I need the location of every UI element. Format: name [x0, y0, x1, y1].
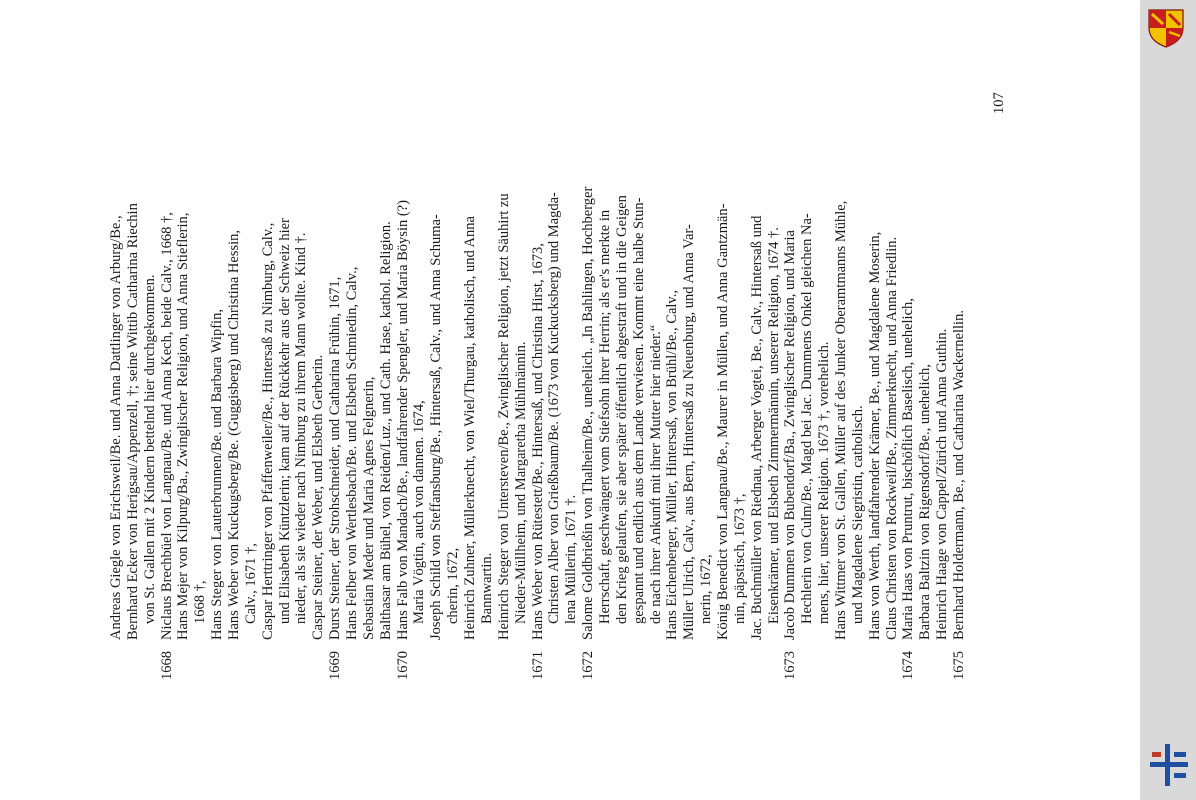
entry-text: Andreas Giegle von Erichsweil/Be. und Anna Dattlinger von Arburg/Be., — [108, 215, 124, 640]
entry-text: Hans Weber von Kuckugsberg/Be. (Guggisberg) und Christina Hessin, — [226, 229, 243, 640]
entry-text: Hans Steger von Lauterbrunnen/Be. und Barbara Wipfin, — [209, 309, 226, 640]
entry-text: Eisenkrämer, und Elsbeth Zimmermännin, unserer Religion, 1674 †. — [765, 227, 782, 624]
entry-text: lena Müllerin, 1671 †. — [563, 494, 580, 624]
entry-text: Herrschaft, geschwängert vom Stiefsohn ihrer Herrin; als er's merkte in — [596, 209, 613, 624]
entry-text: Calv., 1671 †, — [242, 543, 259, 624]
entry-text: Heinrich Haage von Cappel/Zürich und Anna Guthin. — [934, 328, 951, 640]
entry-text: Sebastian Meder und Maria Agnes Felgnerin, — [360, 376, 377, 640]
entry-text: und Magdalene Siegristin, catholisch. — [849, 405, 866, 624]
entry-year: 1672 — [580, 651, 597, 680]
page-number: 107 — [991, 92, 1007, 114]
entry-text: nerin, 1672, — [698, 554, 715, 624]
entry-text: Müller Ulrich, Calv., aus Bern, Hintersaß zu Neuenburg, und Anna Var- — [681, 224, 698, 640]
university-library-logo-icon — [1148, 742, 1190, 788]
entry-text: 1668 †, — [192, 580, 209, 624]
entry-text: Claus Christen von Rockweil/Be., Zimmerknecht, und Anna Friedlin. — [883, 236, 900, 640]
entry-text: und Elisabeth Küntzlerin; kam auf der Rückkehr aus der Schweiz hier — [276, 218, 293, 624]
entry-text: Hans Eichenberger, Müller, Hintersaß, von Brühl/Be., Calv., — [664, 290, 681, 640]
entry-text: cherin, 1672, — [445, 547, 462, 624]
entry-text: Hans von Werth, landfahrender Krämer, Be., und Magdalene Moserin, — [866, 231, 883, 640]
entry-year: 1669 — [327, 651, 344, 680]
entry-text: Hans Weber von Rütestett/Be., Hintersaß, und Christina Hirst, 1673, — [529, 243, 546, 640]
entry-year: 1670 — [394, 651, 411, 680]
entry-text: Maria Haas von Pruntrut, bischöflich Baselisch, unehelich, — [900, 298, 917, 640]
entry-text: Hans Falb von Mandach/Be., landfahrender Spengler, und Maria Böysin (?) — [394, 200, 411, 640]
entry-text: Hans Felber von Wertlesbach/Be. und Elsbeth Schmiedin, Calv., — [344, 266, 361, 640]
entry-text: gespannt und endlich aus dem Lande verwiesen. Kommt eine halbe Stun- — [630, 197, 647, 624]
entry-text: Bernhard Holdermann, Be., und Catharina Wackernellin. — [951, 310, 967, 640]
entry-text: den Krieg gelaufen, sie aber später öffentlich abgestraft und in die Geigen — [613, 195, 630, 624]
entry-year: 1675 — [951, 651, 967, 680]
entry-text: Salome Goldbrießin von Thalheim/Be., unehelich. „In Bahlingen, Hochberger — [580, 186, 597, 640]
entry-year: 1674 — [900, 651, 917, 680]
entry-year: 1668 — [158, 651, 175, 680]
viewer-sidebar — [1140, 0, 1196, 800]
entry-text: mens, hier, unserer Religion. 1673 †, vorehelich. — [816, 341, 833, 624]
entry-text: nieder, als sie wieder nach Nimburg zu ihrem Mann wollte. Kind †. — [293, 232, 310, 624]
entry-text: Caspar Steiner, der Weber, und Elsbeth Gerberin. — [310, 354, 327, 640]
entry-text: nin, päpstisch, 1673 †, — [731, 493, 748, 624]
entry-text: Jacob Dummen von Bubendorf/Ba., Zwinglischer Religion, und Maria — [782, 230, 799, 640]
entry-text: de nach ihrer Ankunft mit ihrer Mutter hier nieder.“ — [647, 324, 664, 624]
entry-text: von St. Gallen mit 2 Kindern bettelnd hier durchgekommen. — [141, 274, 158, 624]
entry-year: 1671 — [529, 651, 546, 680]
entry-text: Durst Steiner, der Strohschneider, und Catharina Frühin, 1671, — [327, 276, 344, 640]
entry-text: Heinrich Zuhner, Müllerknecht, von Wiel/Thurgau, katholisch, und Anna — [462, 216, 479, 640]
entry-text: Nieder-Müllheim, und Margaretha Mühlmännin. — [512, 341, 529, 624]
entry-text: Christen Alber von Grießbaum/Be. (1673 von Kuckucksberg) und Magda- — [546, 192, 563, 624]
entry-text: Bannwartin. — [478, 552, 495, 624]
entry-text: Hans Wittmer von St. Gallen, Müller auf des Junker Oberamtmanns Mühle, — [832, 200, 849, 640]
entry-text: Bernhard Ecker von Herigsau/Appenzell, †; seine Wittib Catharina Riechin — [124, 203, 141, 640]
entry-text: Hechlerin von Culm/Be., Magd bei Jac. Dummens Onkel gleichen Na- — [799, 213, 816, 624]
entry-text: Caspar Herttringer von Pfaffenweiler/Be., Hintersaß zu Nimburg, Calv., — [259, 222, 276, 640]
entry-text: Jac. Buchmüller von Riednau, Arberger Vogtei, Be., Calv., Hintersaß und — [748, 215, 765, 640]
entry-text: Heinrich Steger von Untersteven/Be., Zwinglischer Religion, jetzt Säuhirt zu — [495, 193, 512, 640]
entry-text: Niclaus Brechbüel von Langnau/Be. und Anna Kech, beide Calv., 1668 †, — [158, 212, 175, 640]
entry-text: Hans Mejer von Kilpurg/Ba., Zwinglischer Religion, und Anna Stieflerin, — [175, 212, 192, 640]
entry-text: Balthasar am Bühel, von Reiden/Luz., und Cath. Hase, kathol. Religion. — [377, 221, 394, 640]
entry-text: Joseph Schild von Steffansburg/Be., Hintersaß, Calv., und Anna Schuma- — [428, 214, 445, 640]
society-coat-of-arms-icon — [1143, 8, 1189, 48]
entry-year: 1673 — [782, 651, 799, 680]
entry-line — [951, 0, 971, 800]
entry-text: Maria Vögtin, auch von dannen. 1674, — [411, 400, 428, 624]
entry-text: Barbara Baltzin von Rigensdorf/Be., unehelich, — [917, 364, 934, 640]
entry-text: König Benedict von Langnau/Be., Maurer in Müllen, und Anna Gantzmän- — [714, 203, 731, 640]
